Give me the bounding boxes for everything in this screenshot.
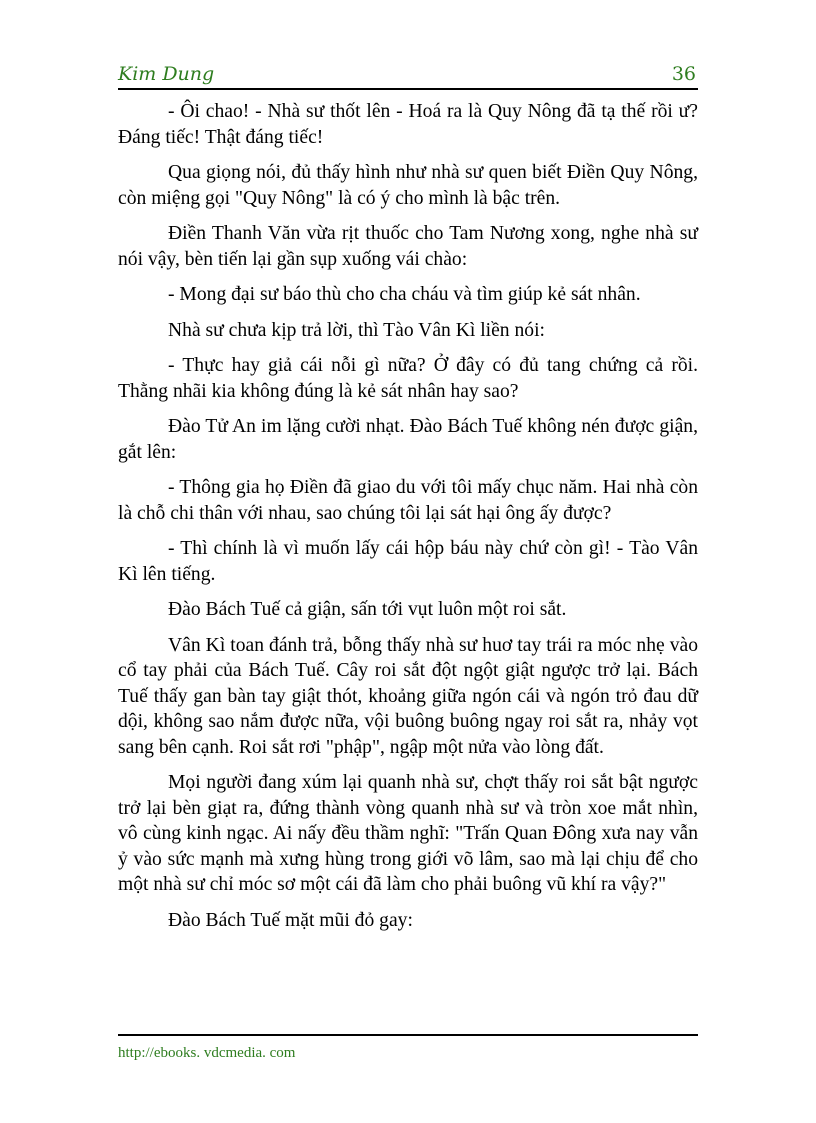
paragraph: - Thông gia họ Điền đã giao du với tôi mấy chục năm. Hai nhà còn là chỗ chi thân với nhau, sao chúng tôi lại sát hại ông ấy được? (118, 477, 698, 524)
paragraph: Mọi người đang xúm lại quanh nhà sư, chợt thấy roi sắt bật ngược trở lại bèn giạt ra, đứng thành vòng quanh nhà sư và tròn xoe mắt nhìn, vô cùng kinh ngạc. Ai nấy đều thầm nghĩ: "Trấn Quan Đông xưa nay vẫn ỷ vào sức mạnh mà xưng hùng trong giới võ lâm, sao mà lại chịu để cho một nhà sư chỉ móc sơ một cái đã làm cho phải buông vũ khí ra vậy?" (118, 772, 698, 895)
paragraph: - Mong đại sư báo thù cho cha cháu và tìm giúp kẻ sát nhân. (168, 284, 641, 305)
footer-divider (118, 1034, 698, 1036)
paragraph: Đào Bách Tuế mặt mũi đỏ gay: (168, 909, 413, 931)
paragraph: Đào Tử An im lặng cười nhạt. Đào Bách Tuế không nén được giận, gắt lên: (118, 416, 698, 463)
paragraph: - Ôi chao! - Nhà sư thốt lên - Hoá ra là Quy Nông đã tạ thế rồi ư? Đáng tiếc! Thật đáng tiếc! (118, 101, 698, 148)
footer-link[interactable]: http://ebooks. vdcmedia. com (118, 1045, 296, 1061)
paragraph: Điền Thanh Văn vừa rịt thuốc cho Tam Nương xong, nghe nhà sư nói vậy, bèn tiến lại gần sụp xuống vái chào: (118, 223, 698, 270)
book-author-title: Kim Dung (118, 63, 215, 85)
paragraph: - Thực hay giả cái nỗi gì nữa? Ở đây có đủ tang chứng cả rồi. Thằng nhãi kia không đúng là kẻ sát nhân hay sao? (118, 355, 698, 402)
page-body (118, 99, 698, 943)
paragraph: Qua giọng nói, đủ thấy hình như nhà sư quen biết Điền Quy Nông, còn miệng gọi "Quy Nông" là có ý cho mình là bậc trên. (118, 162, 698, 209)
page-number: 36 (671, 63, 696, 85)
paragraph: Đào Bách Tuế cả giận, sấn tới vụt luôn một roi sắt. (168, 599, 567, 620)
page-header (118, 60, 698, 90)
paragraph: Nhà sư chưa kịp trả lời, thì Tào Vân Kì liền nói: (168, 319, 545, 341)
paragraph: - Thì chính là vì muốn lấy cái hộp báu này chứ còn gì! - Tào Vân Kì lên tiếng. (118, 538, 698, 585)
paragraph: Vân Kì toan đánh trả, bỗng thấy nhà sư huơ tay trái ra móc nhẹ vào cổ tay phải của Bách Tuế. Cây roi sắt đột ngột giật ngược trở lại. Bách Tuế thấy gan bàn tay giật thót, khoảng giữa ngón cái và ngón trỏ đau dữ dội, không sao nắm được nữa, vội buông buông ngay roi sắt ra, nhảy vọt sang bên cạnh. Roi sắt rơi "phập", ngập một nửa vào lòng đất. (118, 634, 698, 758)
